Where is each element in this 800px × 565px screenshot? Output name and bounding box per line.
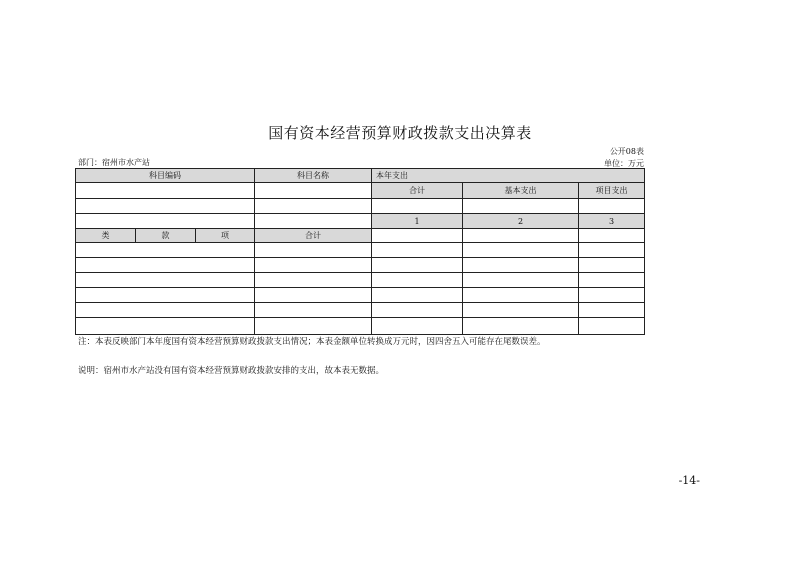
table-cell xyxy=(76,214,255,229)
header-project-expense: 项目支出 xyxy=(579,183,645,199)
table-cell xyxy=(255,199,372,214)
table-cell xyxy=(463,199,579,214)
table-cell xyxy=(255,214,372,229)
header-current-year-expense: 本年支出 xyxy=(372,169,645,183)
header-subject-code: 科目编码 xyxy=(76,169,255,183)
form-code: 公开08表 xyxy=(609,147,644,156)
table-cell xyxy=(76,199,255,214)
table-cell xyxy=(76,183,255,199)
header-basic-expense: 基本支出 xyxy=(463,183,579,199)
table-row xyxy=(76,258,645,273)
header-total-2: 合计 xyxy=(255,229,372,243)
page-title: 国有资本经营预算财政拨款支出决算表 xyxy=(268,124,532,142)
table-cell xyxy=(463,229,579,243)
explanation: 说明：宿州市水产站没有国有资本经营预算财政拨款安排的支出，故本表无数据。 xyxy=(78,366,385,376)
table-cell xyxy=(579,229,645,243)
expenditure-table xyxy=(75,168,645,335)
table-note: 注：本表反映部门本年度国有资本经营预算财政拨款支出情况；本表金额单位转换成万元时，因四舍五入可能存在尾数误差。 xyxy=(78,337,546,347)
column-number-3: 3 xyxy=(579,214,645,229)
table-row xyxy=(76,288,645,303)
table-row xyxy=(76,303,645,318)
table-cell xyxy=(579,199,645,214)
table-cell xyxy=(255,183,372,199)
table-cell xyxy=(372,199,463,214)
table-row xyxy=(76,318,645,335)
unit-label: 单位：万元 xyxy=(604,159,644,168)
header-total: 合计 xyxy=(372,183,463,199)
header-class: 类 xyxy=(76,229,136,243)
column-number-2: 2 xyxy=(463,214,579,229)
header-subject-name: 科目名称 xyxy=(255,169,372,183)
department-label: 部门：宿州市水产站 xyxy=(78,158,150,167)
table-cell xyxy=(372,229,463,243)
page-number: -14- xyxy=(678,474,700,487)
table-row xyxy=(76,273,645,288)
table-row xyxy=(76,243,645,258)
header-section: 款 xyxy=(136,229,196,243)
column-number-1: 1 xyxy=(372,214,463,229)
header-item: 项 xyxy=(196,229,255,243)
